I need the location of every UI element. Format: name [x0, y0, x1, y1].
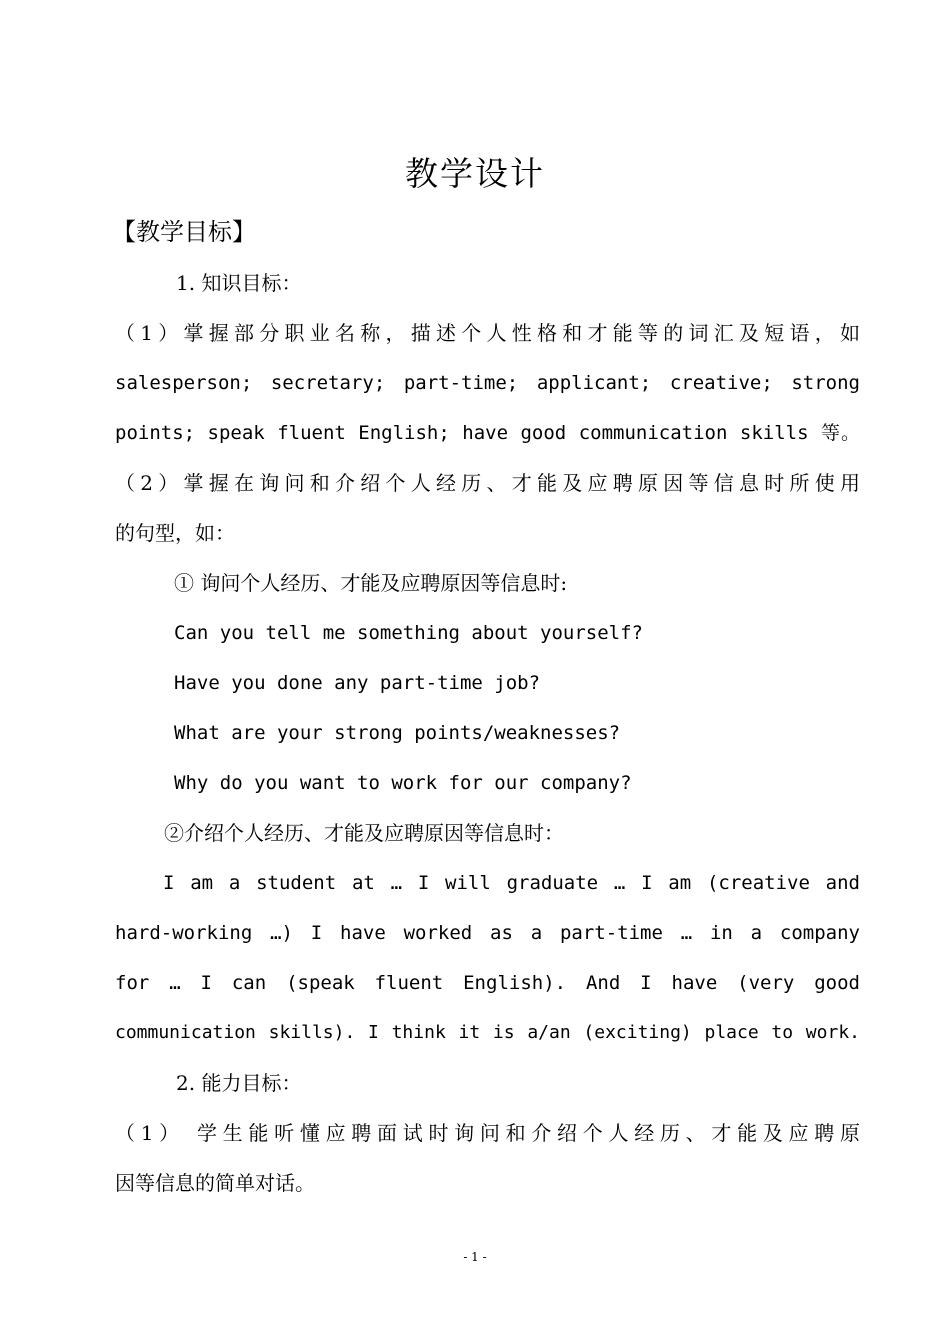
knowledge-item1-line1: （1）掌握部分职业名称，描述个人性格和才能等的词汇及短语，如 [115, 321, 860, 345]
page-title: 教学设计 [405, 154, 545, 193]
intro-line: I am a student at … I will graduate … I am (creative and [163, 872, 860, 894]
ask-label: ① 询问个人经历、才能及应聘原因等信息时: [174, 571, 568, 595]
ask-sentence: Why do you want to work for our company? [174, 772, 632, 794]
page-number: - 1 - [463, 1250, 487, 1264]
ask-sentence: Can you tell me something about yourself? [174, 622, 643, 644]
intro-line: hard-working …) I have worked as a part-time … in a company [115, 922, 860, 944]
knowledge-item1-line2: salesperson; secretary; part-time; applicant; creative; strong [115, 372, 860, 394]
ask-sentence: Have you done any part-time job? [174, 672, 541, 694]
intro-label: ②介绍个人经历、才能及应聘原因等信息时： [164, 821, 564, 845]
intro-line: communication skills). I think it is a/an (exciting) place to work. [115, 1022, 860, 1043]
knowledge-item2-line1: （2）掌握在询问和介绍个人经历、才能及应聘原因等信息时所使用 [115, 471, 860, 495]
knowledge-item2-line2: 的句型，如： [115, 521, 235, 545]
intro-line: for … I can (speak fluent English). And I have (very good [115, 972, 860, 994]
section-heading: 【教学目标】 [112, 218, 256, 246]
knowledge-item1-line3: points; speak fluent English; have good communication skills 等。 [115, 422, 860, 444]
ability-goal-label: 2. 能力目标： [176, 1071, 302, 1095]
knowledge-goal-label: 1. 知识目标： [176, 271, 302, 295]
ask-sentence: What are your strong points/weaknesses? [174, 722, 621, 744]
ability-item1-line1: （1） 学生能听懂应聘面试时询问和介绍个人经历、才能及应聘原 [115, 1121, 860, 1145]
ability-item1-line2: 因等信息的简单对话。 [115, 1171, 315, 1195]
